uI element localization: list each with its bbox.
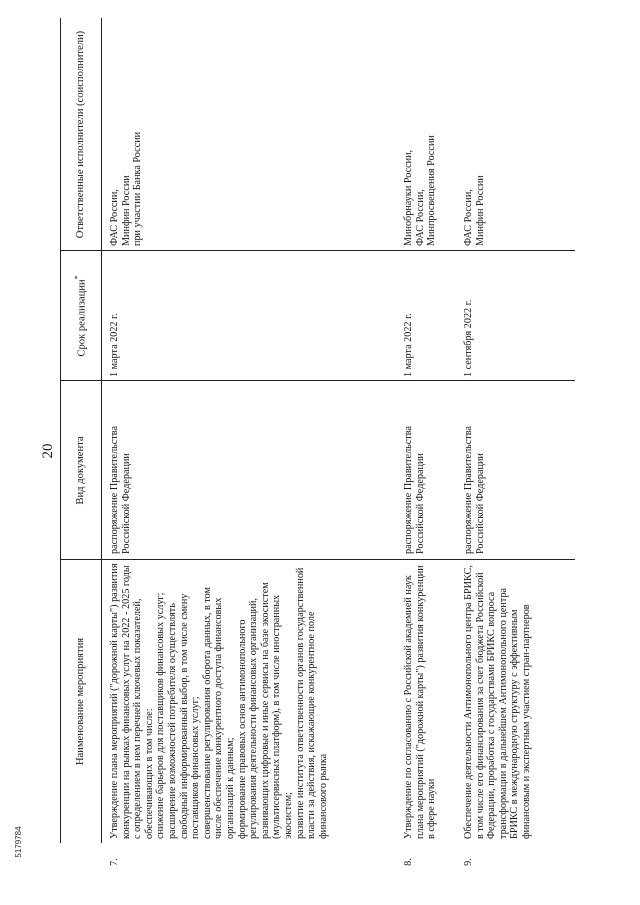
measure-name-line: совершенствование регулирования оборота данных, в том числе обеспечение конкурентного доступа финансовых организаций к данным; xyxy=(201,586,236,839)
row-number: 9. xyxy=(463,858,474,866)
measures-table xyxy=(60,18,575,866)
column-divider xyxy=(60,380,575,381)
measure-name xyxy=(109,562,329,839)
measure-name-line: Утверждение плана мероприятий ("дорожной карты") развития конкуренции на рынках финансовых услуг на 2022 - 2025 годы с определением в нем перечней ключевых показателей, обеспечивающих в том числе: xyxy=(109,563,155,839)
doc-type-cell: распоряжение Правительства Российской Федерации xyxy=(463,426,486,554)
deadline-cell: 1 марта 2022 г. xyxy=(109,313,120,377)
header-doc-type: Вид документа xyxy=(74,436,86,505)
table-row: Утверждение по согласованию с Российской академией наук плана мероприятий ("дорожной карты") развития конкуренции в сфере науки xyxy=(403,565,438,839)
footnote-mark: * xyxy=(73,275,83,280)
column-divider xyxy=(60,559,575,560)
header-name: Наименование мероприятия xyxy=(74,637,86,766)
measure-name-line: развитие института ответственности органов государственной власти за действия, искажающие конкурентное поле финансового рынка xyxy=(294,567,329,839)
header-deadline xyxy=(60,251,101,381)
row-number: 8. xyxy=(403,858,414,866)
executors-cell: Минобрнауки России, ФАС России, Минпросвещения России xyxy=(403,135,438,246)
header-separator xyxy=(101,18,102,843)
measure-name-line: снижение барьеров для поставщиков финансовых услуг; xyxy=(155,592,167,839)
measure-name-line: расширение возможностей потребителя осуществлять свободный информированный выбор, в том числе смену поставщиков финансовых услуг; xyxy=(166,593,202,839)
row-number: 7. xyxy=(109,858,120,866)
header-executors: Ответственные исполнители (соисполнители) xyxy=(74,30,86,239)
page-number: 20 xyxy=(40,443,56,459)
table-row: Обеспечение деятельности Антимонопольного центра БРИКС, в том числе его финансирования за счет бюджета Российской Федерации, проработка с государствами БРИКС вопроса трансформации в дальнейшем Антимонопольного центра БРИКС в международную структуру с эффективным финансовым и экспертным участием стран-партнеров xyxy=(463,565,532,839)
deadline-cell: 1 марта 2022 г. xyxy=(403,313,414,377)
measure-name-line: формирование правовых основ антимонопольного регулирования деятельности финансовых организаций, развивающих цифровые и иные сервисы на базе экосистем (мультисервисных платформ), в том числе иностранных экосистем; xyxy=(236,582,294,839)
executors-cell: ФАС России, Минфин России при участии Банка России xyxy=(109,131,144,246)
doc-type-cell: распоряжение Правительства Российской Федерации xyxy=(109,426,132,554)
deadline-cell: 1 сентября 2022 г. xyxy=(463,299,474,377)
column-divider xyxy=(60,250,575,251)
table-row xyxy=(109,562,329,839)
header-deadline-label: Срок реализации xyxy=(76,279,88,357)
doc-type-cell: распоряжение Правительства Российской Федерации xyxy=(403,426,426,554)
document-code: 5179784 xyxy=(14,826,23,858)
executors-cell: ФАС России, Минфин России xyxy=(463,175,486,246)
